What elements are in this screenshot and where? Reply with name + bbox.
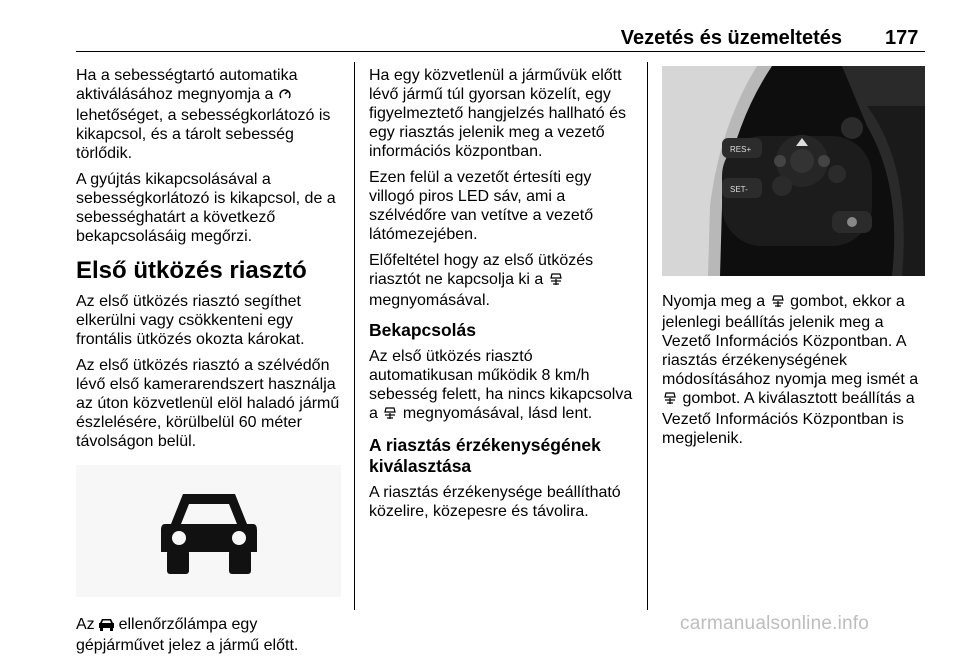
set-button	[722, 178, 762, 198]
header-rule	[76, 51, 925, 52]
column-divider	[647, 62, 648, 610]
paragraph: Az első ütközés riasztó a szélvédőn lévő első kamerarendszert használja az úton közvetlenül elöl haladó jármű észlelésére, körülbelül 60 méter távolságon belül.	[76, 357, 340, 450]
paragraph	[369, 347, 637, 425]
paragraph	[662, 292, 928, 448]
vehicle-ahead-pictogram	[76, 465, 341, 597]
text: ellenőrzőlámpa egy gépjárművet jelez a jármű előtt.	[76, 616, 299, 654]
text: Az	[76, 616, 95, 633]
paragraph: Ezen felül a vezetőt értesíti egy villogó piros LED sáv, ami a szélvédőre van vetítve a vezető látómezejében.	[369, 169, 594, 243]
text: Az első ütközés riasztó automatikusan működik 8 km/h sebesség felett, ha nincs kikapcsolva a	[369, 348, 633, 422]
collision-alert-button-icon	[770, 294, 786, 313]
page-number: 177	[885, 27, 919, 49]
steering-wheel-photo	[662, 66, 925, 276]
text: Nyomja meg a	[662, 293, 766, 310]
vehicle-ahead-icon	[161, 484, 257, 578]
res-label: RES+	[730, 145, 752, 154]
section-heading: Bekapcsolás	[369, 320, 477, 340]
text: megnyomásával.	[369, 292, 490, 309]
page-header-title: Vezetés és üzemeltetés	[620, 27, 842, 49]
collision-alert-button-icon	[662, 391, 678, 410]
collision-alert-button-icon	[382, 406, 398, 425]
section-heading: Első ütközés riasztó	[76, 257, 307, 284]
text: megnyomásával, lásd lent.	[402, 405, 593, 422]
paragraph: Ha egy közvetlenül a járművük előtt lévő jármű túl gyorsan közelít, egy figyelmeztető hangjelzés hallható és egy riasztás jelenik meg a vezető információs központban.	[369, 67, 627, 160]
paragraph	[76, 615, 346, 655]
paragraph	[76, 66, 346, 163]
speed-limiter-icon	[278, 87, 292, 106]
set-label: SET-	[730, 185, 748, 194]
paragraph: A gyújtás kikapcsolásával a sebességkorlátozó is kikapcsol, de a sebességhatárt a következő bekapcsolásáig megőrzi.	[76, 171, 336, 245]
text: lehetőséget, a sebességkorlátozó is kikapcsol, és a tárolt sebesség törlődik.	[76, 107, 331, 162]
text: Ha a sebességtartó automatika aktiválásához megnyomja a	[76, 67, 298, 103]
column-divider	[354, 62, 355, 610]
text: gombot. A kiválasztott beállítás a Vezető Információs Központban is megjelenik.	[662, 390, 915, 447]
column-3	[662, 66, 928, 455]
column-1	[76, 66, 346, 662]
page-header	[0, 0, 960, 52]
column-2	[369, 66, 637, 528]
vehicle-ahead-icon	[99, 617, 114, 636]
paragraph: Az első ütközés riasztó segíthet elkerülni vagy csökkenteni egy frontális ütközés okozta károkat.	[76, 293, 305, 348]
res-button	[722, 138, 762, 158]
text: gombot, ekkor a jelenlegi beállítás jelenik meg a Vezető Információs Központban. A riasztás érzékenységének módosításához nyomja meg ismét a	[662, 293, 919, 388]
section-heading: A riasztás érzékenységének kiválasztása	[369, 435, 601, 476]
paragraph	[369, 251, 637, 310]
text: Előfeltétel hogy az első ütközés riasztót ne kapcsolja ki a	[369, 252, 594, 288]
collision-alert-button-icon	[548, 272, 564, 291]
paragraph: A riasztás érzékenysége beállítható közelire, közepesre és távolira.	[369, 484, 621, 520]
watermark: carmanualsonline.info	[680, 613, 870, 634]
